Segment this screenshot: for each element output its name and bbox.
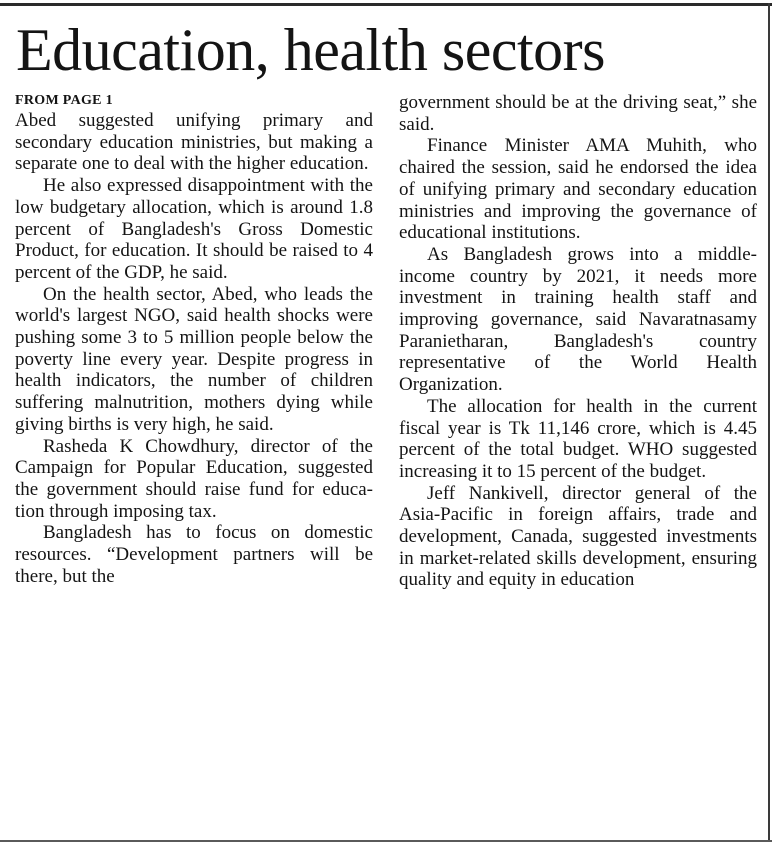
right-border-rule <box>768 3 770 842</box>
paragraph: Finance Minister AMA Muhith, who chaired the session, said he endorsed the idea of unifying primary and secondary education ministries and improving the governance of educational institutions. <box>399 135 757 244</box>
paragraph: Bangladesh has to focus on domestic resources. “Development partners will be there, but the <box>15 522 373 587</box>
paragraph: Abed suggested unifying primary and secondary education ministries, but making a separate one to deal with the higher education. <box>15 110 373 175</box>
top-border-rule <box>0 3 772 6</box>
paragraph: As Bangladesh grows into a middle-income country by 2021, it needs more investment in training health staff and improving governance, said Navaratnasamy Paranietharan, Bangladesh's country representative of the World Health Organization. <box>399 243 757 396</box>
paragraph: He also expressed disappointment with the low budgetary allocation, which is around 1.8 percent of Bangladesh's Gross Domestic Product, for education. It should be raised to 4 percent of the GDP, he said. <box>15 175 373 283</box>
article-column-left <box>15 92 373 836</box>
paragraph: Rasheda K Chowdhury, director of the Campaign for Popular Education, suggested the government should raise fund for education through imposing tax. <box>15 435 373 522</box>
paragraph: The allocation for health in the current fiscal year is Tk 11,146 crore, which is 4.45 percent of the total budget. WHO suggested increasing it to 15 percent of the budget. <box>399 395 757 482</box>
paragraph: On the health sector, Abed, who leads the world's largest NGO, said health shocks were pushing some 3 to 5 million people below the poverty line every year. Despite progress in health indicators, the number of children suffering malnutrition, mothers dying while giving births is very high, he said. <box>15 283 373 435</box>
paragraph-continued: government should be at the driving seat,” she said. <box>399 92 757 135</box>
article-headline: Education, health sectors <box>16 17 605 83</box>
bottom-border-rule <box>0 840 772 842</box>
paragraph: Jeff Nankivell, director general of the Asia-Pacific in foreign affairs, trade and development, Canada, suggested investments in market-related skills development, ensuring quality and equity in education <box>399 482 757 591</box>
continuation-kicker: FROM PAGE 1 <box>15 93 113 108</box>
article-column-right <box>399 92 757 836</box>
